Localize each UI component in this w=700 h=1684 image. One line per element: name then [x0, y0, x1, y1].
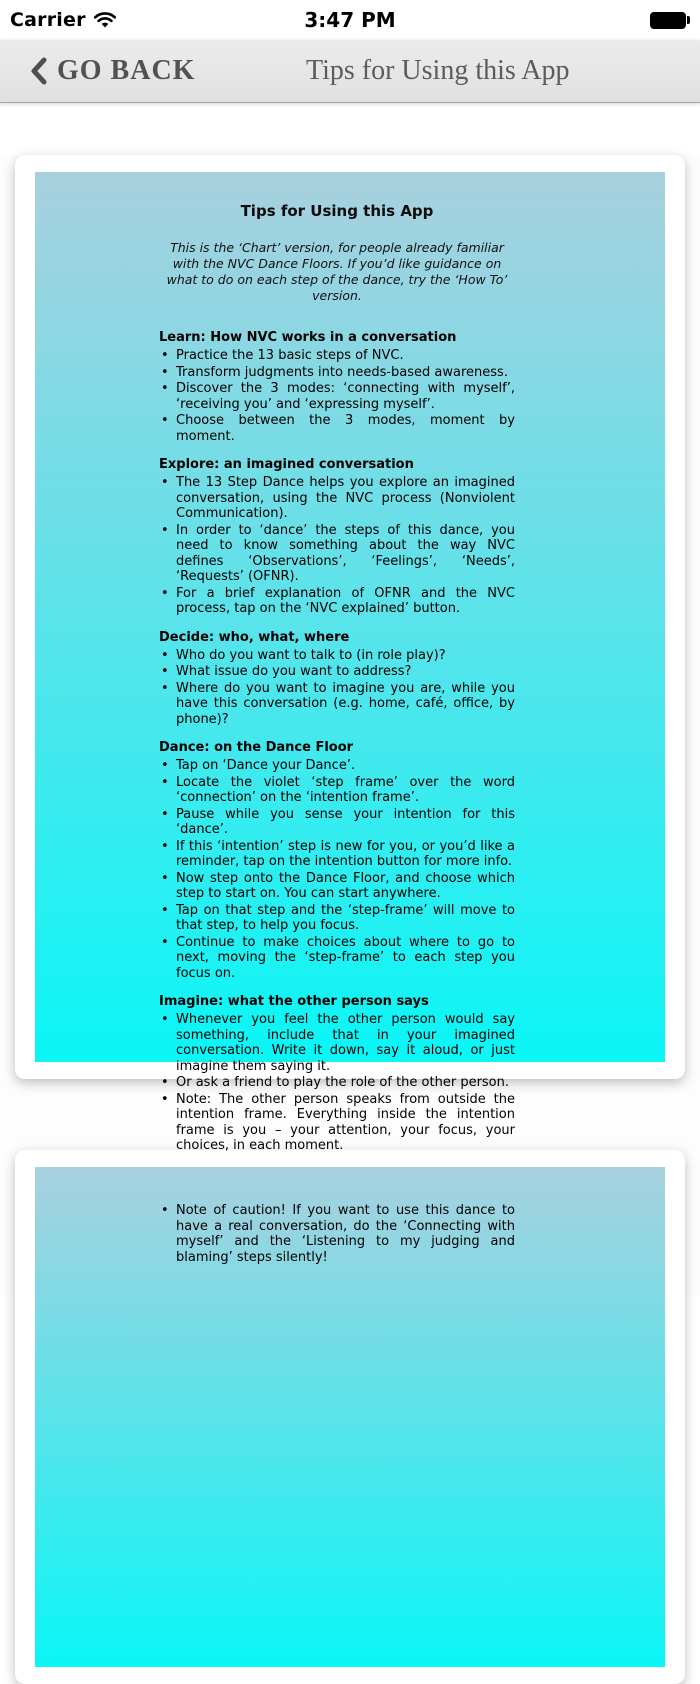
section-heading: Imagine: what the other person says: [159, 994, 429, 1009]
clock: 3:47 PM: [304, 8, 396, 32]
tips-card: [15, 155, 685, 1153]
section-bullets: [159, 758, 515, 981]
bullet-item: • Note: The other person speaks from outside the intention frame. Everything inside the intention frame is you – your attention, your focus, your choices, in each moment.: [159, 1092, 515, 1154]
sections: [159, 330, 515, 1154]
bullet-item: • For a brief explanation of OFNR and the NVC process, tap on the ‘NVC explained’ button.: [159, 586, 515, 617]
bullet-item: • If this ‘intention’ step is new for you, or you’d like a reminder, tap on the intention button for more info.: [159, 839, 515, 870]
section-heading: Learn: How NVC works in a conversation: [159, 330, 457, 345]
go-back-button[interactable]: [0, 55, 209, 87]
bullet-item: • Where do you want to imagine you are, while you have this conversation (e.g. home, café, office, by phone)?: [159, 681, 515, 728]
scroll-area[interactable]: [0, 155, 700, 1296]
bullet-item: • Note of caution! If you want to use this dance to have a real conversation, do the ‘Connecting with myself’ and the ‘Listening to my judging and blaming’ steps silently!: [159, 1203, 515, 1265]
caution-bullets: [159, 1203, 515, 1265]
bullet-item: • Who do you want to talk to (in role play)?: [159, 648, 515, 664]
bullet-item: • Choose between the 3 modes, moment by moment.: [159, 413, 515, 444]
bullet-item: • Practice the 13 basic steps of NVC.: [159, 348, 515, 364]
battery-icon: [650, 12, 690, 29]
bullet-item: • What issue do you want to address?: [159, 664, 515, 680]
bullet-item: • Now step onto the Dance Floor, and choose which step to start on. You can start anywhere.: [159, 871, 515, 902]
page-title: Tips for Using this App: [305, 55, 570, 86]
caution-card: [15, 1150, 685, 1684]
bullet-item: • In order to ‘dance’ the steps of this dance, you need to know something about the way NVC defines ‘Observations’, ‘Feelings’, ‘Needs’, ‘Requests’ (OFNR).: [159, 523, 515, 585]
bullet-item: • Tap on ‘Dance your Dance’.: [159, 758, 515, 774]
tips-intro: This is the ‘Chart’ version, for people already familiar with the NVC Dance Floors. If you’d like guidance on what to do on each step of the dance, try the ‘How To’ version.: [166, 240, 508, 303]
carrier-label: Carrier: [10, 9, 86, 31]
section-heading: Decide: who, what, where: [159, 629, 350, 645]
section-bullets: [159, 475, 515, 617]
caution-panel: [35, 1167, 665, 1667]
bullet-item: • Discover the 3 modes: ‘connecting with myself’, ‘receiving you’ and ‘expressing myself’.: [159, 381, 515, 412]
section-bullets: [159, 648, 515, 728]
tips-panel: [35, 172, 665, 1153]
bullet-item: • Or ask a friend to play the role of the other person.: [159, 1075, 515, 1091]
status-bar: [0, 0, 700, 40]
back-chevron-icon: [30, 57, 47, 85]
bullet-item: • Whenever you feel the other person would say something, include that in your imagined conversation. Write it down, say it aloud, or just imagine them saying it.: [159, 1012, 515, 1074]
section-bullets: [159, 1012, 515, 1154]
bullet-item: • Continue to make choices about where to go to next, moving the ‘step-frame’ to each step you focus on.: [159, 935, 515, 982]
bullet-item: • Transform judgments into needs-based awareness.: [159, 365, 515, 381]
bullet-item: • Pause while you sense your intention for this ‘dance’.: [159, 807, 515, 838]
tips-title: Tips for Using this App: [240, 202, 434, 220]
section-heading: Explore: an imagined conversation: [159, 457, 414, 472]
back-label: GO BACK: [57, 55, 196, 86]
bullet-item: • Locate the violet ‘step frame’ over the word ‘connection’ on the ‘intention frame’.: [159, 775, 515, 806]
navigation-bar: [0, 40, 700, 103]
bullet-item: • Tap on that step and the ‘step-frame’ will move to that step, to help you focus.: [159, 903, 515, 934]
section-heading: Dance: on the Dance Floor: [159, 740, 354, 755]
bullet-item: • The 13 Step Dance helps you explore an imagined conversation, using the NVC process (Nonviolent Communication).: [159, 475, 515, 522]
section-bullets: [159, 348, 515, 444]
